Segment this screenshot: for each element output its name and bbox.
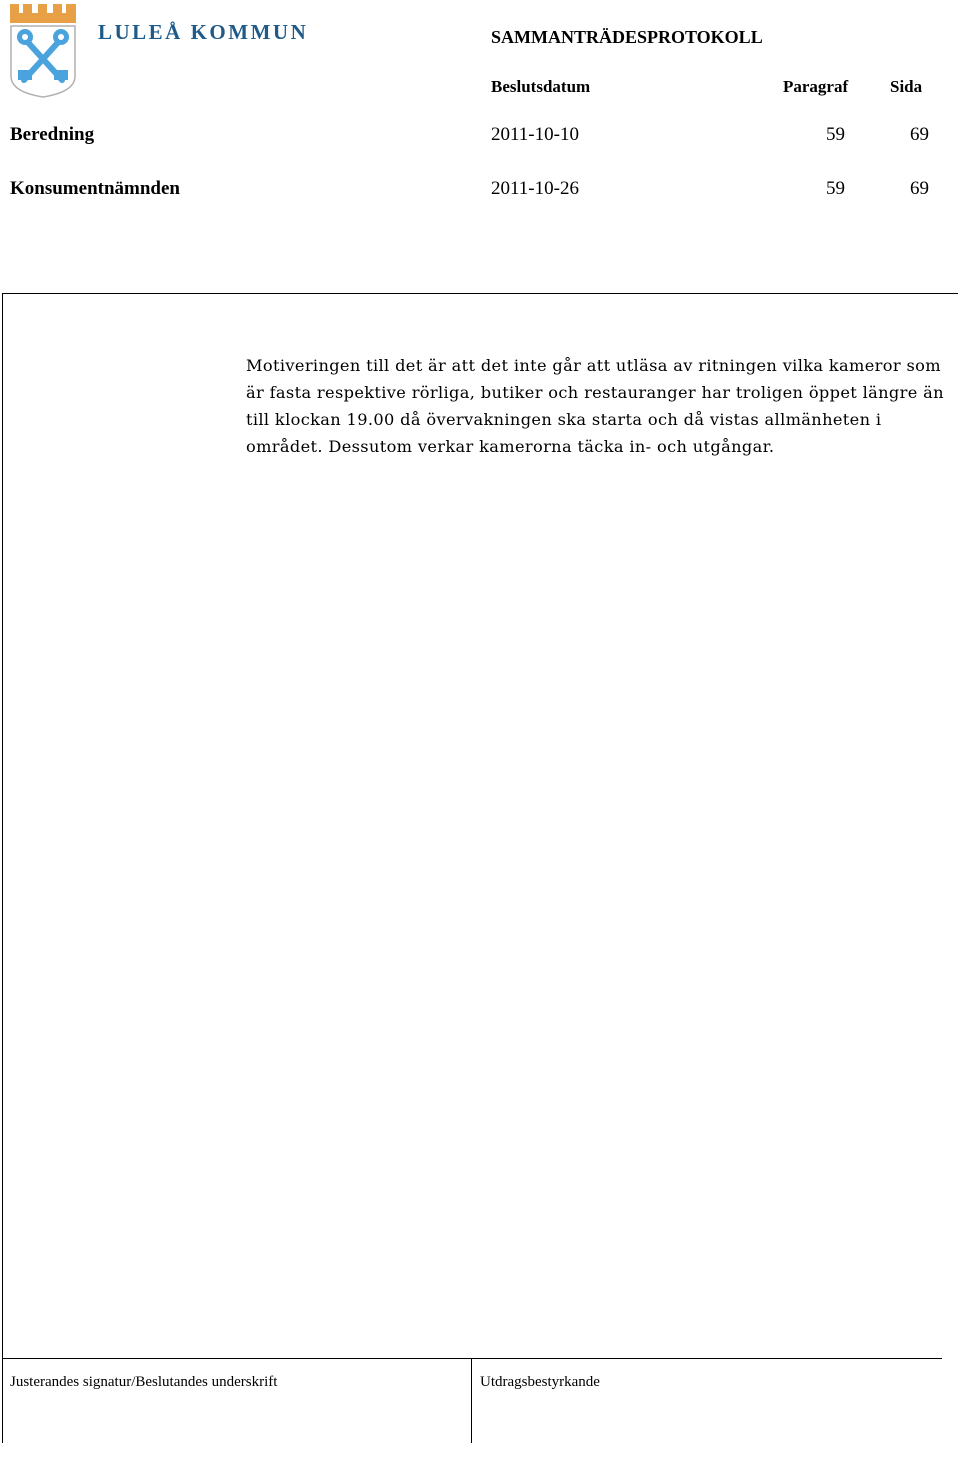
- row-paragraph: 59: [826, 178, 845, 199]
- column-header-page: Sida: [890, 77, 923, 96]
- coat-of-arms-keys-icon: [10, 4, 76, 98]
- frame-left-line: [2, 293, 3, 1443]
- certification-label: Utdragsbestyrkande: [480, 1374, 600, 1390]
- row-label-beredning: Beredning: [10, 124, 95, 145]
- row-page: 69: [910, 178, 929, 199]
- coat-of-arms-logo: [10, 4, 76, 98]
- organization-name: LULEÅ KOMMUN: [98, 20, 309, 44]
- row-paragraph: 59: [826, 124, 845, 145]
- footer-column-divider: [471, 1358, 472, 1443]
- frame-top-line: [2, 293, 958, 294]
- footer-divider-line: [2, 1358, 942, 1359]
- row-label-konsumentnamnden: Konsumentnämnden: [10, 178, 180, 199]
- column-header-paragraph: Paragraf: [783, 77, 849, 96]
- signature-label: Justerandes signatur/Beslutandes underskrift: [10, 1374, 278, 1390]
- document-title: SAMMANTRÄDESPROTOKOLL: [491, 27, 763, 47]
- row-date: 2011-10-26: [491, 178, 579, 199]
- row-page: 69: [910, 124, 929, 145]
- row-date: 2011-10-10: [491, 124, 579, 145]
- decision-motivation-paragraph: Motiveringen till det är att det inte går att utläsa av ritningen vilka kameror som är fasta respektive rörliga, butiker och restauranger har troligen öppet längre än till klockan 19.00 då övervakningen ska starta och då vistas allmänheten i området. Dessutom verkar kamerorna täcka in- och utgångar.: [246, 356, 944, 456]
- column-header-date: Beslutsdatum: [491, 77, 591, 96]
